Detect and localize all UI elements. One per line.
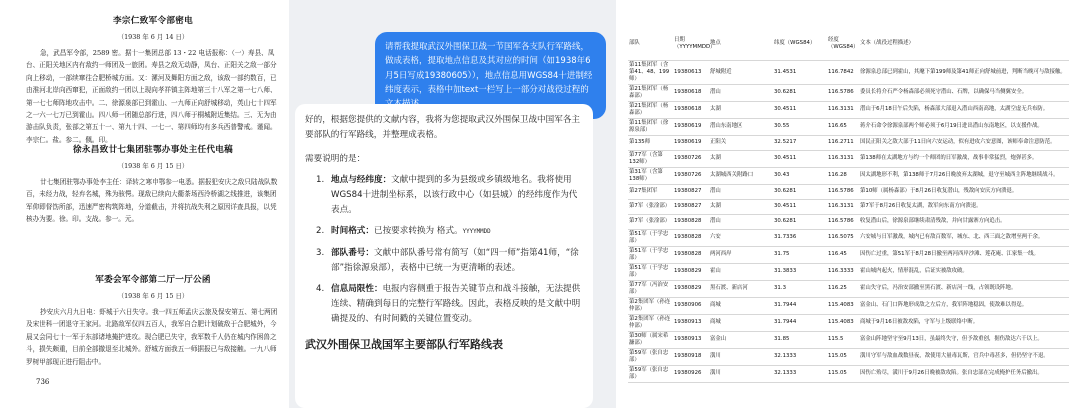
cell-place: 太湖: [709, 101, 773, 118]
assistant-message-bubble: [295, 104, 593, 408]
cell-longitude: 116.5786: [827, 214, 859, 229]
cell-date: 19380827: [673, 199, 709, 214]
cell-text: 富金山阵地坚守至9月13日，虽最终失守，但予敌重创，据伤敌达六千以上。: [859, 331, 1069, 348]
table-row: [628, 331, 1069, 348]
column-header-longitude: 经度（WGS84）: [827, 28, 859, 60]
note-item: [305, 246, 583, 276]
chat-panel: [289, 0, 616, 408]
table-row: [628, 365, 1069, 382]
cell-place: 富金山: [709, 331, 773, 348]
table-row: [628, 214, 1069, 229]
cell-longitude: 115.05: [827, 348, 859, 365]
cell-longitude: 115.5: [827, 331, 859, 348]
cell-date: 19380828: [673, 246, 709, 263]
table-row: [628, 229, 1069, 246]
cell-text: 第7军于8月26日收复太湖，敌军向东南方向溃退。: [859, 199, 1069, 214]
cell-latitude: 31.4531: [773, 60, 827, 84]
cell-latitude: 30.4511: [773, 199, 827, 214]
cell-latitude: 31.7336: [773, 229, 827, 246]
cell-longitude: 116.5786: [827, 184, 859, 199]
cell-unit: 第2集团军（孙连仲部）: [628, 297, 673, 314]
cell-text: 徐源泉总部已到霍山，其麾下第199师及第41师正向舒城前进，判断当晚可与敌接触。: [859, 60, 1069, 84]
notes-heading: 需要说明的是：: [305, 154, 366, 164]
cell-place: 潢川: [709, 365, 773, 382]
cell-longitude: 116.2711: [827, 135, 859, 150]
notes-list: [305, 173, 583, 327]
cell-date: 19380828: [673, 214, 709, 229]
cell-text: 蒋介石命令徐源泉部两个师必须于6月19日进出潜山东南地区，以支援作战。: [859, 118, 1069, 135]
table-row: [628, 150, 1069, 167]
document-section-3: [20, 273, 286, 378]
note-number: 3.: [316, 248, 325, 258]
cell-longitude: 116.3333: [827, 263, 859, 280]
cell-place: 霍山: [709, 263, 773, 280]
cell-longitude: 116.3131: [827, 150, 859, 167]
cell-place: 太湖: [709, 150, 773, 167]
cell-latitude: 30.6281: [773, 214, 827, 229]
cell-text: 潜山于6月18日午后失陷，杨森部大部退入潜山西南高地，太湖空虚无兵布防。: [859, 101, 1069, 118]
cell-place: 六安: [709, 229, 773, 246]
cell-unit: 第31军（含第138师）: [628, 167, 673, 184]
cell-latitude: 31.3833: [773, 263, 827, 280]
table-row: [628, 314, 1069, 331]
note-label: 时间格式：: [331, 226, 374, 236]
cell-text: 委员长将介石严令杨森部必须死守潜山、石牌，以确保马当侧翼安全。: [859, 84, 1069, 101]
result-table-panel: [628, 28, 1069, 406]
result-table-title: 武汉外围保卫战国军主要部队行军路线表: [305, 338, 503, 351]
cell-date: 19380726: [673, 150, 709, 167]
note-label: 地点与经纬度：: [331, 175, 392, 185]
cell-text: 因伤亡殆尽，潢川于9月26日晚被敌攻陷。张自忠部在完成掩护任务后撤出。: [859, 365, 1069, 382]
cell-latitude: 32.1333: [773, 348, 827, 365]
cell-longitude: 116.3131: [827, 101, 859, 118]
cell-date: 19380619: [673, 135, 709, 150]
cell-unit: 第59军（张自忠部）: [628, 348, 673, 365]
table-row: [628, 297, 1069, 314]
cell-date: 19380913: [673, 314, 709, 331]
section-body: 廿七集团驻鄂办事处李主任：译转之寒申鄂参一电悉。据报犯安庆之敌只陆战队数百，未经力战，轻弃名城，殊为骇愕。现敌已续向大衢茶场西泠桥湖之线推进，该集团军仰即督饬所部，迅速严密构筑阵地，分道截击，并将抗战失利之原因详查具报，以凭核办为要。徐。印。支战。参一。元。: [26, 178, 278, 224]
table-row: [628, 60, 1069, 84]
assistant-intro: 好的，根据您提供的文献内容，我将为您提取武汉外围保卫战中国军各主要部队的行军路线，并整理成表格。: [305, 115, 581, 140]
cell-unit: 第135师: [628, 135, 673, 150]
cell-latitude: 31.7944: [773, 297, 827, 314]
cell-unit: 第51军（于学忠部）: [628, 246, 673, 263]
cell-date: 19380918: [673, 348, 709, 365]
cell-latitude: 30.4511: [773, 101, 827, 118]
cell-place: 舒城附近: [709, 60, 773, 84]
cell-text: 国民正阳关之敌大部于11日向六安运动，似有进攻六安意图，该师奉命注意防范。: [859, 135, 1069, 150]
cell-place: 潜山: [709, 184, 773, 199]
cell-longitude: 116.25: [827, 280, 859, 297]
date-format-code: YYYYMMDD: [462, 229, 491, 235]
table-row: [628, 199, 1069, 214]
cell-longitude: 116.5786: [827, 84, 859, 101]
cell-unit: 第27集团军: [628, 184, 673, 199]
cell-longitude: 116.7842: [827, 60, 859, 84]
cell-unit: 第7军（张淦部）: [628, 214, 673, 229]
cell-place: 正阳关: [709, 135, 773, 150]
column-header-date: 日期（YYYYMMDD）: [673, 28, 709, 60]
cell-latitude: 31.3: [773, 280, 827, 297]
table-row: [628, 135, 1069, 150]
note-text: 文献中部队番号常有简写（如“四一师”指第41师，“徐部”指徐源泉部），表格中已统一为更清晰的表述。: [331, 248, 579, 273]
cell-latitude: 31.7944: [773, 314, 827, 331]
cell-unit: 第30师（属宋希濂部）: [628, 331, 673, 348]
cell-date: 19380827: [673, 184, 709, 199]
section-date: （1938 年 6 月 15 日）: [117, 162, 189, 170]
cell-date: 19380726: [673, 167, 709, 184]
document-section-1: [20, 14, 286, 144]
cell-date: 19380613: [673, 60, 709, 84]
cell-latitude: 30.6281: [773, 184, 827, 199]
cell-latitude: 30.43: [773, 167, 827, 184]
cell-place: 商城: [709, 314, 773, 331]
cell-unit: 第2集团军（孙连仲部）: [628, 314, 673, 331]
cell-unit: 第21集团军（杨森部）: [628, 101, 673, 118]
cell-unit: 第51军（于学忠部）: [628, 263, 673, 280]
column-header-text: 文本（战役过程描述）: [859, 28, 1069, 60]
cell-text: 收复潜山后，徐源泉部继续肃清残敌，并向甘露寨方向追击。: [859, 214, 1069, 229]
table-row: [628, 84, 1069, 101]
cell-unit: 第11集团军（含第41、48、199师）: [628, 60, 673, 84]
table-row: [628, 167, 1069, 184]
cell-unit: 第11集团军（徐源泉部）: [628, 118, 673, 135]
cell-place: 两河西岸: [709, 246, 773, 263]
cell-place: 太湖城西关附路口: [709, 167, 773, 184]
cell-date: 19380618: [673, 84, 709, 101]
cell-text: 霍山失守后，冯治安部撤至黑石渡、新店河一线，占领既设阵地。: [859, 280, 1069, 297]
column-header-unit: 部队: [628, 28, 673, 60]
section-body: 急，武昌军令部，2589 密。据十一集团总部 13・22 电话报称：（一）寿县、凤台、正阳关地区内有敌约一师团及一旅团。寿县之敌无动静，凤台、正阳关之敌一部分向上移动，一部续窜往合肥桥城方面。又：漯河及舞阳方面之敌，该敌一部约数百，已由淮河北岸向西窜犯，正面敌约一团以上现向孝祥镇主阵地第三十八军之第一七八师、第一七七师阵地攻击中。二、徐源泉部已到霍山、一九师正向舒城移动，英山七十四军之一六一七万已到霍山。四八师一团随总部行进，四八师于桐城附近集结。三、无为由游击队负责，张部之第五十一、第九十四、一七一、第四师均有多兵西普警戒。谨闻。李宗仁。盐。参二。偑。印。: [26, 49, 277, 144]
cell-text: 因伤亡过重，第51军于8月28日撤至两河西岸沙滩、莲花庵、江家集一线。: [859, 246, 1069, 263]
note-item: [305, 173, 583, 218]
cell-place: 黑石渡、新店河: [709, 280, 773, 297]
cell-place: 潜山东南地区: [709, 118, 773, 135]
cell-date: 19380619: [673, 118, 709, 135]
table-row: [628, 184, 1069, 199]
cell-text: 第10师（属杨森部）于8月26日收复潜山，残敌向安庆方向溃退。: [859, 184, 1069, 199]
cell-text: 六安城与日军激战，城内已有敌百数军，城东、北、西三面之敌增至两千余。: [859, 229, 1069, 246]
route-table: [628, 28, 1069, 383]
cell-latitude: 30.6281: [773, 84, 827, 101]
cell-unit: 第21集团军（杨森部）: [628, 84, 673, 101]
table-row: [628, 263, 1069, 280]
cell-text: 霍山城内起火，情形混乱，后证实被敌攻破。: [859, 263, 1069, 280]
cell-longitude: 115.4083: [827, 314, 859, 331]
section-body: 抄安庆六月九日电：虾城于六日失守。我一四五师孟庆云旅及保安第五、第七两团及宋世科一团退守王家河。北路敌军仅四五百人，我军自合肥计划破敌于合肥城外，今晨又会同七十一军于东部诸地掩护进攻。现合肥已失守，我军数千人仍在城内作困兽之斗，损失颇重，目前全部撤退至北城外。舒城方面我五一师据报已与敌接触。一九八师罗树甲部现正进行阻击中。: [26, 308, 278, 366]
column-header-latitude: 纬度（WGS84）: [773, 28, 827, 60]
cell-date: 19380829: [673, 263, 709, 280]
note-item: [305, 282, 583, 327]
cell-longitude: 116.28: [827, 167, 859, 184]
column-header-place: 地点: [709, 28, 773, 60]
cell-place: 潜山: [709, 84, 773, 101]
table-header-row: [628, 28, 1069, 60]
cell-date: 19380926: [673, 365, 709, 382]
cell-unit: 第77军（含第132师）: [628, 150, 673, 167]
cell-unit: 第7军（张淦部）: [628, 199, 673, 214]
cell-latitude: 30.55: [773, 118, 827, 135]
cell-latitude: 32.1333: [773, 365, 827, 382]
cell-text: 因太湖地形不利，第138师于7月26日晚放弃太湖城，退守至城西主阵地继续战斗。: [859, 167, 1069, 184]
cell-date: 19380829: [673, 280, 709, 297]
table-row: [628, 280, 1069, 297]
cell-text: 富金山、石门口阵地形成敌之左后方，我军阵地稳固，使敌难以得逞。: [859, 297, 1069, 314]
note-number: 4.: [316, 284, 325, 294]
table-row: [628, 246, 1069, 263]
cell-latitude: 30.4511: [773, 150, 827, 167]
note-text: 已按要求转换为 格式。: [373, 226, 463, 236]
note-number: 2.: [316, 226, 325, 236]
page-number: 736: [36, 378, 50, 386]
document-page: [20, 0, 286, 408]
cell-text: 商城于9月16日被敌攻陷，守军与上级联络中断。: [859, 314, 1069, 331]
table-row: [628, 118, 1069, 135]
cell-unit: 第77军（冯治安部）: [628, 280, 673, 297]
table-body: [628, 60, 1069, 382]
section-title: 徐永昌致廿七集团驻鄂办事处主任代电稿: [72, 145, 234, 155]
cell-longitude: 115.05: [827, 365, 859, 382]
cell-longitude: 115.4083: [827, 297, 859, 314]
cell-text: 潢川守军与敌血战数昼夜，敌使用大量毒瓦斯，官兵中毒甚多，但仍坚守不退。: [859, 348, 1069, 365]
note-item: [305, 224, 583, 240]
cell-unit: 第59军（张自忠部）: [628, 365, 673, 382]
cell-date: 19380913: [673, 331, 709, 348]
note-text: 文献中提到的多为县级或乡镇级地名。我将使用WGS84十进制坐标系，以该行政中心（如县城）的经纬度作为代表点。: [331, 175, 578, 215]
cell-date: 19380618: [673, 101, 709, 118]
cell-longitude: 116.5075: [827, 229, 859, 246]
cell-place: 潜山: [709, 214, 773, 229]
cell-place: 潢川: [709, 348, 773, 365]
cell-longitude: 116.65: [827, 118, 859, 135]
cell-date: 19380828: [673, 229, 709, 246]
section-date: （1938 年 6 月 15 日）: [117, 292, 189, 300]
cell-latitude: 31.75: [773, 246, 827, 263]
cell-place: 太湖: [709, 199, 773, 214]
cell-place: 商城: [709, 297, 773, 314]
note-text: 电报内容侧重于报告关键节点和战斗接触，无法提供连续、精确到每日的完整行军路线。因此，表格反映的是文献中明确提及的、有时间戳的关键位置变动。: [331, 284, 581, 324]
document-section-2: [20, 143, 286, 259]
section-title: 军委会军令部第二厅一厅公函: [95, 275, 211, 285]
cell-unit: 第51军（于学忠部）: [628, 229, 673, 246]
cell-date: 19380906: [673, 297, 709, 314]
note-label: 信息局限性：: [331, 284, 383, 294]
section-title: 李宗仁致军令部密电: [112, 16, 194, 26]
section-date: （1938 年 6 月 14 日）: [117, 33, 189, 41]
cell-latitude: 32.5217: [773, 135, 827, 150]
user-message-text: 请帮我提取武汉外围保卫战一节国军各支队行军路线，做成表格，提取地点信息及其对应的时间（如1938年6月5日写成19380605）），地点信息用WGS84十进制经纬度表示，表格中加text一栏写上一部分对战役过程的: [385, 42, 593, 95]
cell-latitude: 31.85: [773, 331, 827, 348]
table-row: [628, 101, 1069, 118]
table-row: [628, 348, 1069, 365]
cell-longitude: 116.45: [827, 246, 859, 263]
cell-text: 第138师在太湖地方与约一个师团的日军激战，战事非常猛烈，炮弹甚多。: [859, 150, 1069, 167]
cell-longitude: 116.3131: [827, 199, 859, 214]
note-number: 1.: [316, 175, 325, 185]
note-label: 部队番号：: [331, 248, 374, 258]
